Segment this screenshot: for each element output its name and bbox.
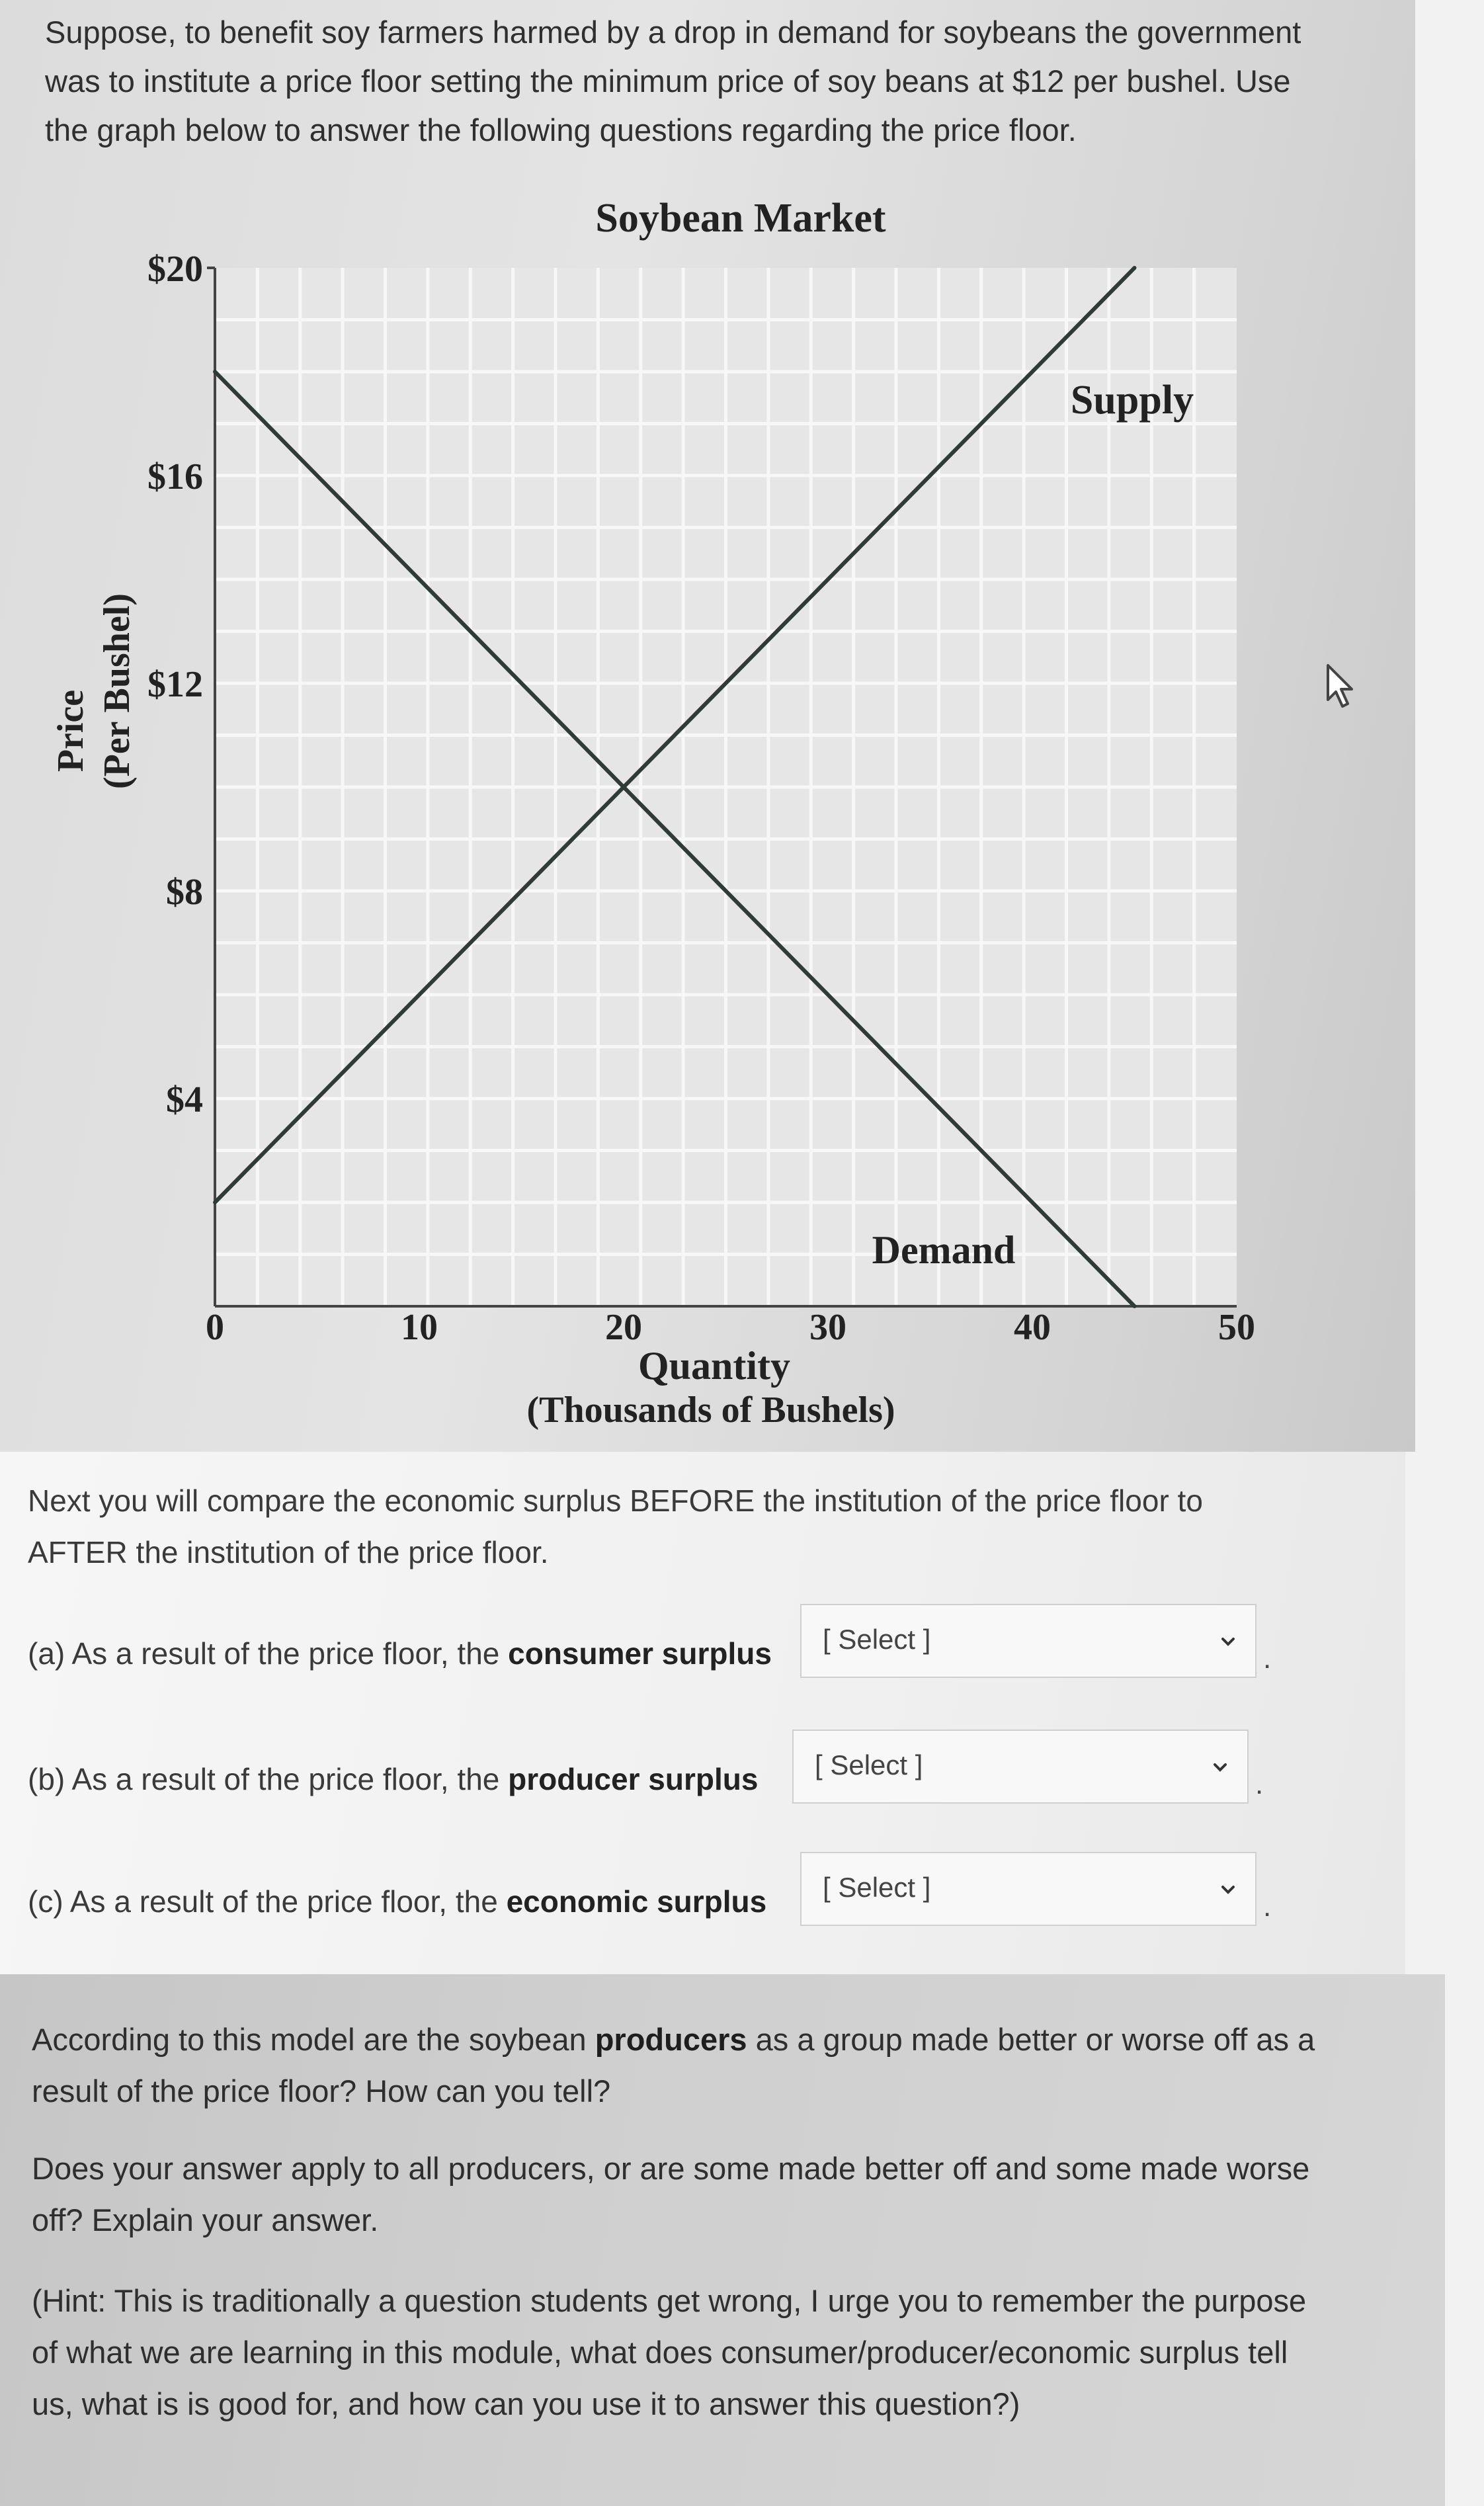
- question-a-term: consumer surplus: [508, 1636, 772, 1671]
- y-axis-sublabel: (Per Bushel): [97, 593, 138, 790]
- x-tick-label: 30: [809, 1307, 846, 1348]
- question-b-prefix: (b) As a result of the price floor, the: [28, 1762, 509, 1796]
- open-questions-panel: [0, 1974, 1445, 2506]
- y-tick-label: $16: [147, 456, 203, 497]
- x-tick-label: 0: [206, 1307, 224, 1348]
- x-tick-label: 50: [1218, 1307, 1255, 1348]
- hint-line: us, what is is good for, and how can you use it to answer this question?): [32, 2386, 1020, 2421]
- select-placeholder: [ Select ]: [823, 1624, 931, 1655]
- chart-title: Soybean Market: [595, 196, 886, 241]
- all-producers-question: [32, 2143, 1427, 2246]
- hint-text: [32, 2275, 1427, 2430]
- y-tick-label: $12: [147, 664, 203, 705]
- demand-label: Demand: [872, 1228, 1016, 1272]
- economic-surplus-select[interactable]: [800, 1852, 1257, 1926]
- y-tick-label: $4: [166, 1079, 203, 1120]
- question-c: [28, 1852, 1390, 1931]
- question-text: as a group made better or worse off as a: [747, 2022, 1315, 2057]
- question-b: [28, 1730, 1390, 1809]
- all-producers-question-line: Does your answer apply to all producers, or are some made better off and some made worse: [32, 2151, 1310, 2186]
- intro-line: the graph below to answer the following questions regarding the price floor.: [45, 112, 1077, 147]
- surplus-comparison-panel: [0, 1452, 1405, 1974]
- chevron-down-icon: [1210, 1757, 1230, 1777]
- select-placeholder: [ Select ]: [815, 1749, 923, 1780]
- supply-label: Supply: [1070, 378, 1194, 423]
- question-c-prefix: (c) As a result of the price floor, the: [28, 1884, 507, 1919]
- question-b-text: [28, 1761, 758, 1797]
- intro-line: Suppose, to benefit soy farmers harmed by a drop in demand for soybeans the government: [45, 15, 1301, 50]
- select-placeholder: [ Select ]: [823, 1872, 931, 1903]
- sentence-period: .: [1263, 1890, 1272, 1923]
- producer-surplus-select[interactable]: [792, 1730, 1249, 1804]
- hint-line: (Hint: This is traditionally a question students get wrong, I urge you to remember the purpose: [32, 2283, 1307, 2318]
- x-tick-label: 10: [401, 1307, 438, 1348]
- comparison-intro-line: Next you will compare the economic surplus BEFORE the institution of the price floor to: [28, 1483, 1203, 1518]
- all-producers-question-line: off? Explain your answer.: [32, 2202, 379, 2237]
- chevron-down-icon: [1218, 1880, 1238, 1900]
- y-tick-label: $20: [147, 249, 203, 290]
- question-b-term: producer surplus: [508, 1762, 759, 1796]
- question-c-text: [28, 1884, 766, 1919]
- x-axis-sublabel: (Thousands of Bushels): [526, 1390, 895, 1431]
- mouse-cursor-icon: [1323, 661, 1362, 714]
- question-c-term: economic surplus: [506, 1884, 767, 1919]
- producer-question-line: result of the price floor? How can you tell?: [32, 2073, 611, 2109]
- y-axis-label: Price: [50, 689, 91, 773]
- comparison-intro: [28, 1475, 1350, 1578]
- x-axis-label: Quantity: [638, 1344, 791, 1388]
- sentence-period: .: [1263, 1642, 1272, 1675]
- question-term: producers: [595, 2022, 747, 2057]
- hint-line: of what we are learning in this module, what does consumer/producer/economic surplus tell: [32, 2335, 1288, 2370]
- question-a-text: [28, 1636, 772, 1671]
- question-text: According to this model are the soybean: [32, 2022, 595, 2057]
- question-a-prefix: (a) As a result of the price floor, the: [28, 1636, 509, 1671]
- chevron-down-icon: [1218, 1632, 1238, 1651]
- producer-question-line: [32, 2014, 1427, 2066]
- comparison-intro-line: AFTER the institution of the price floor.: [28, 1535, 549, 1569]
- sentence-period: .: [1255, 1768, 1264, 1800]
- x-tick-label: 20: [605, 1307, 642, 1348]
- x-tick-label: 40: [1014, 1307, 1051, 1348]
- consumer-surplus-select[interactable]: [800, 1604, 1257, 1678]
- intro-line: was to institute a price floor setting the minimum price of soy beans at $12 per bushel. Use: [45, 63, 1291, 99]
- y-tick-label: $8: [166, 872, 203, 913]
- producer-question: [32, 2014, 1427, 2117]
- question-a: [28, 1604, 1390, 1683]
